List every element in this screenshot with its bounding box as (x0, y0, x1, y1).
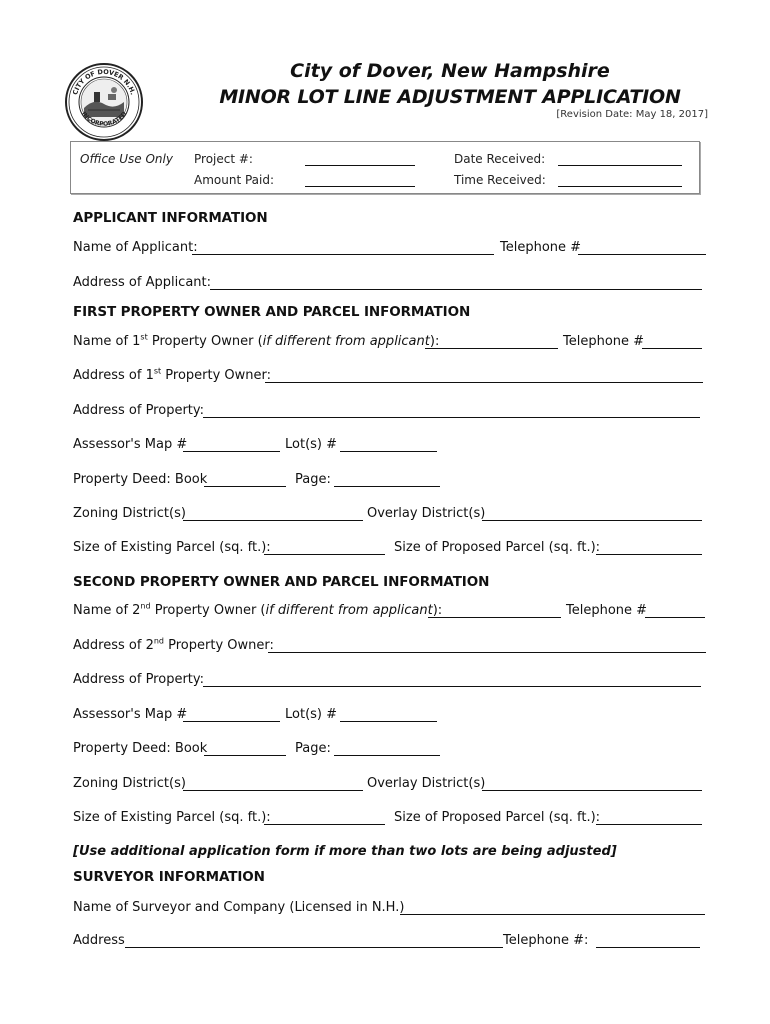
surveyor-telephone-label: Telephone #: (503, 933, 589, 948)
first-deed-book-label: Property Deed: Book (73, 472, 208, 487)
first-owner-heading: FIRST PROPERTY OWNER AND PARCEL INFORMATION (73, 304, 471, 320)
second-zoning-label: Zoning District(s) (73, 776, 186, 791)
second-assessor-map-label: Assessor's Map # (73, 707, 188, 722)
applicant-name-field[interactable] (192, 254, 494, 255)
second-deed-book-label: Property Deed: Book (73, 741, 208, 756)
second-deed-page-label: Page: (295, 741, 331, 756)
first-owner-name-field[interactable] (425, 348, 558, 349)
project-number-label: Project #: (194, 152, 253, 166)
second-zoning-field[interactable] (183, 790, 363, 791)
first-proposed-size-field[interactable] (596, 554, 702, 555)
second-owner-address-field[interactable] (268, 652, 706, 653)
project-number-field[interactable] (305, 165, 415, 166)
second-overlay-label: Overlay District(s) (367, 776, 486, 791)
document-title-city: City of Dover, New Hampshire (290, 60, 610, 82)
applicant-telephone-label: Telephone # (500, 240, 582, 255)
second-owner-address-label: Address of 2nd Property Owner: (73, 636, 274, 653)
surveyor-address-label: Address (73, 933, 125, 948)
second-proposed-size-label: Size of Proposed Parcel (sq. ft.): (394, 810, 601, 825)
additional-form-note: [Use additional application form if more than two lots are being adjusted] (73, 844, 617, 859)
second-overlay-field[interactable] (482, 790, 702, 791)
seal-top-text: CITY OF DOVER N.H. (71, 67, 137, 96)
second-deed-book-field[interactable] (204, 755, 286, 756)
first-lots-field[interactable] (340, 451, 437, 452)
first-assessor-map-field[interactable] (183, 451, 280, 452)
first-proposed-size-label: Size of Proposed Parcel (sq. ft.): (394, 540, 601, 555)
time-received-field[interactable] (558, 186, 682, 187)
office-use-box (70, 141, 700, 194)
first-deed-page-label: Page: (295, 472, 331, 487)
first-owner-name-label: Name of 1st Property Owner (if different from applicant): (73, 332, 440, 349)
office-use-label: Office Use Only (80, 152, 173, 166)
first-overlay-label: Overlay District(s) (367, 506, 486, 521)
city-seal-logo (64, 62, 144, 142)
second-owner-telephone-label: Telephone # (566, 603, 648, 618)
date-received-label: Date Received: (454, 152, 546, 166)
applicant-address-label: Address of Applicant: (73, 275, 212, 290)
applicant-heading: APPLICANT INFORMATION (73, 210, 268, 226)
revision-date: [Revision Date: May 18, 2017] (556, 109, 708, 120)
first-zoning-label: Zoning District(s) (73, 506, 186, 521)
first-owner-address-label: Address of 1st Property Owner: (73, 366, 272, 383)
first-owner-address-field[interactable] (265, 382, 703, 383)
time-received-label: Time Received: (454, 173, 546, 187)
date-received-field[interactable] (558, 165, 682, 166)
applicant-address-field[interactable] (210, 289, 702, 290)
second-assessor-map-field[interactable] (183, 721, 280, 722)
second-proposed-size-field[interactable] (596, 824, 702, 825)
second-existing-size-field[interactable] (264, 824, 385, 825)
surveyor-heading: SURVEYOR INFORMATION (73, 869, 265, 885)
second-owner-heading: SECOND PROPERTY OWNER AND PARCEL INFORMATION (73, 574, 490, 590)
first-existing-size-field[interactable] (264, 554, 385, 555)
surveyor-address-field[interactable] (125, 947, 503, 948)
second-existing-size-label: Size of Existing Parcel (sq. ft.): (73, 810, 271, 825)
first-owner-telephone-field[interactable] (642, 348, 702, 349)
second-owner-name-label: Name of 2nd Property Owner (if different from applicant): (73, 601, 443, 618)
applicant-name-label: Name of Applicant: (73, 240, 198, 255)
second-deed-page-field[interactable] (334, 755, 440, 756)
seal-bottom-text: INCORPORATED (79, 110, 129, 128)
first-existing-size-label: Size of Existing Parcel (sq. ft.): (73, 540, 271, 555)
surveyor-name-label: Name of Surveyor and Company (Licensed in N.H.) (73, 900, 405, 915)
surveyor-telephone-field[interactable] (596, 947, 700, 948)
first-lots-label: Lot(s) # (285, 437, 338, 452)
first-deed-book-field[interactable] (204, 486, 286, 487)
first-zoning-field[interactable] (183, 520, 363, 521)
first-overlay-field[interactable] (482, 520, 702, 521)
second-lots-field[interactable] (340, 721, 437, 722)
first-property-address-field[interactable] (203, 417, 700, 418)
amount-paid-field[interactable] (305, 186, 415, 187)
first-owner-telephone-label: Telephone # (563, 334, 645, 349)
second-property-address-label: Address of Property: (73, 672, 205, 687)
amount-paid-label: Amount Paid: (194, 173, 275, 187)
first-assessor-map-label: Assessor's Map # (73, 437, 188, 452)
first-deed-page-field[interactable] (334, 486, 440, 487)
applicant-telephone-field[interactable] (578, 254, 706, 255)
second-owner-telephone-field[interactable] (645, 617, 705, 618)
second-property-address-field[interactable] (203, 686, 701, 687)
first-property-address-label: Address of Property: (73, 403, 205, 418)
document-title-form: MINOR LOT LINE ADJUSTMENT APPLICATION (219, 86, 681, 108)
second-lots-label: Lot(s) # (285, 707, 338, 722)
surveyor-name-field[interactable] (400, 914, 705, 915)
second-owner-name-field[interactable] (428, 617, 561, 618)
